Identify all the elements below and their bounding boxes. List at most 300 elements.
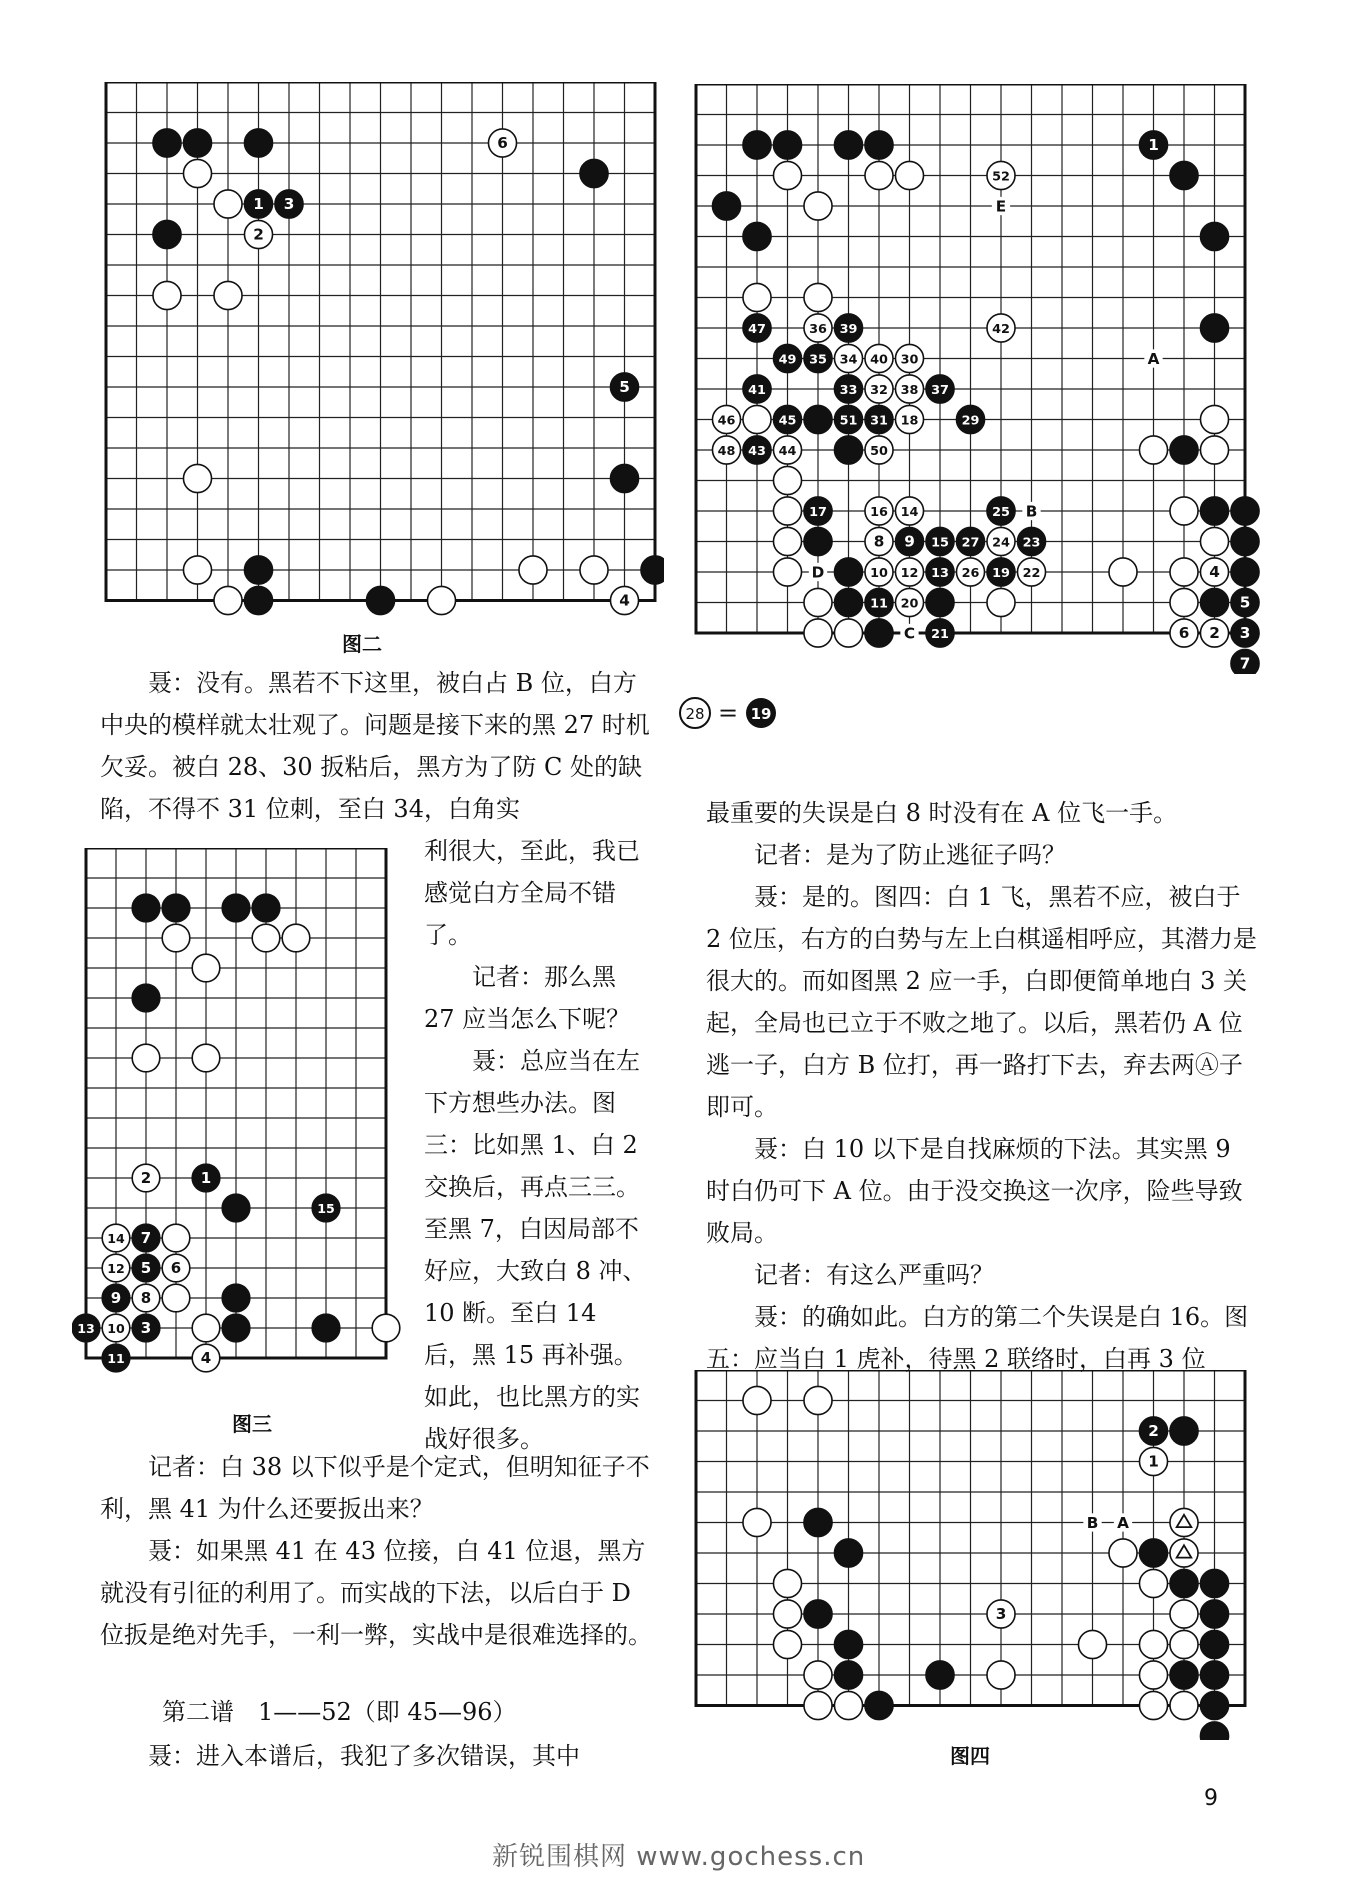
board-grid <box>106 82 655 601</box>
white-stone <box>1017 558 1045 586</box>
white-stone <box>804 314 832 342</box>
svg-text:41: 41 <box>748 382 766 398</box>
black-stone <box>244 129 272 157</box>
white-stone <box>712 405 740 433</box>
black-stone <box>804 527 832 555</box>
go-diagram-fig3 <box>72 848 412 1388</box>
black-stone <box>610 373 638 401</box>
white-stone <box>162 1254 190 1282</box>
white-stone <box>102 1224 130 1252</box>
svg-text:44: 44 <box>778 443 797 459</box>
black-stone <box>102 1284 130 1312</box>
white-stone <box>865 497 893 525</box>
white-stone <box>743 405 771 433</box>
black-stone <box>1231 527 1259 555</box>
black-stone <box>773 131 801 159</box>
black-stone <box>834 375 862 403</box>
point-label: B <box>1086 1513 1099 1532</box>
black-stone-19 <box>744 696 778 730</box>
go-diagram-record2 <box>694 84 1274 674</box>
point-label: E <box>995 197 1007 216</box>
black-stone <box>1170 436 1198 464</box>
caption-fig3: 图三 <box>232 1412 272 1436</box>
svg-text:14: 14 <box>107 1230 125 1246</box>
black-stone <box>926 558 954 586</box>
white-stone <box>804 1386 832 1414</box>
white-stone <box>282 924 310 952</box>
white-stone <box>895 375 923 403</box>
white-stone <box>987 1600 1015 1628</box>
white-stone <box>1200 436 1228 464</box>
black-stone <box>865 619 893 647</box>
black-stone <box>1017 527 1045 555</box>
white-stone <box>987 527 1015 555</box>
white-stone <box>743 1386 771 1414</box>
white-stone <box>1078 1630 1106 1658</box>
white-stone <box>372 1314 400 1342</box>
white-stone <box>865 161 893 189</box>
black-stone <box>926 375 954 403</box>
point-label: C <box>903 624 916 643</box>
svg-text:1: 1 <box>200 1168 212 1187</box>
white-stone <box>102 1314 130 1342</box>
white-stone <box>192 1044 220 1072</box>
svg-text:37: 37 <box>931 382 949 398</box>
white-stone <box>1200 527 1228 555</box>
black-stone <box>926 588 954 616</box>
white-stone <box>1170 1508 1198 1536</box>
white-stone <box>1139 1447 1167 1475</box>
black-stone <box>1170 1417 1198 1445</box>
go-diagram-fig4 <box>694 1370 1254 1740</box>
svg-text:42: 42 <box>992 321 1010 337</box>
svg-text:20: 20 <box>900 596 919 612</box>
right-para-6: 聂：的确如此。白方的第二个失误是白 16。图五：应当白 1 虎补，待黑 2 联络时，白再 3 位 <box>706 1303 1249 1373</box>
white-stone <box>804 283 832 311</box>
svg-text:45: 45 <box>778 413 797 429</box>
black-stone <box>834 1539 862 1567</box>
svg-text:15: 15 <box>317 1200 335 1216</box>
black-stone <box>1231 649 1259 674</box>
black-stone <box>834 131 862 159</box>
white-stone <box>427 586 455 614</box>
white-stone <box>132 1164 160 1192</box>
board-grid <box>86 848 386 1358</box>
svg-text:1: 1 <box>1148 135 1159 154</box>
white-stone <box>519 556 547 584</box>
right-para-4: 聂：白 10 以下是自找麻烦的下法。其实黑 9 时白仍可下 A 位。由于没交换这一次序，险些导致败局。 <box>706 1135 1243 1247</box>
svg-text:26: 26 <box>961 565 980 581</box>
white-stone <box>987 314 1015 342</box>
svg-text:4: 4 <box>1209 562 1220 581</box>
svg-text:6: 6 <box>1178 623 1190 642</box>
black-stone <box>153 129 181 157</box>
white-stone <box>743 283 771 311</box>
white-stone <box>804 619 832 647</box>
svg-text:12: 12 <box>900 565 919 581</box>
left-para-1: 聂：没有。黑若不下这里，被白占 B 位，白方中央的模样就太壮观了。问题是接下来的黑 27 时机欠妥。被白 28、30 扳粘后，黑方为了防 C 处的缺陷，不得不 31 位刺，至白 34，白角实 <box>100 669 650 823</box>
white-stone <box>865 558 893 586</box>
white-stone-28 <box>678 696 712 730</box>
svg-text:3: 3 <box>140 1318 152 1337</box>
black-stone <box>1200 1600 1228 1628</box>
point-label: D <box>811 563 825 582</box>
svg-text:39: 39 <box>839 321 858 337</box>
black-stone <box>743 131 771 159</box>
black-stone <box>132 894 160 922</box>
svg-text:46: 46 <box>717 413 736 429</box>
white-stone <box>244 220 272 248</box>
svg-text:3: 3 <box>995 1604 1007 1623</box>
board-fig4 <box>694 1370 1254 1740</box>
white-stone <box>865 527 893 555</box>
svg-text:25: 25 <box>992 504 1010 520</box>
svg-text:23: 23 <box>1022 535 1041 551</box>
black-stone <box>956 405 984 433</box>
white-stone <box>252 924 280 952</box>
svg-text:9: 9 <box>904 532 915 551</box>
white-stone <box>192 1344 220 1372</box>
svg-text:14: 14 <box>900 504 919 520</box>
white-stone <box>1170 619 1198 647</box>
section-heading: 第二谱 1——52（即 45—96） <box>162 1698 517 1726</box>
svg-text:30: 30 <box>900 352 919 368</box>
black-stone <box>1170 1569 1198 1597</box>
black-stone <box>773 344 801 372</box>
black-stone <box>834 558 862 586</box>
white-stone <box>773 466 801 494</box>
white-stone <box>183 159 211 187</box>
svg-text:34: 34 <box>839 352 858 368</box>
black-stone <box>1200 1691 1228 1719</box>
left-para-6: 聂：如果黑 41 在 43 位接，白 41 位退，黑方就没有引征的利用了。而实战的下法，以后白于 D 位扳是绝对先手，一利一弊，实战中是很难选择的。 <box>100 1537 652 1649</box>
black-stone <box>312 1314 340 1342</box>
svg-text:16: 16 <box>870 504 888 520</box>
black-stone <box>222 1314 250 1342</box>
black-stone <box>1200 588 1228 616</box>
svg-text:27: 27 <box>961 535 980 551</box>
black-stone <box>834 314 862 342</box>
white-stone <box>132 1044 160 1072</box>
white-stone <box>895 161 923 189</box>
black-stone <box>244 556 272 584</box>
svg-text:31: 31 <box>870 413 888 429</box>
svg-text:4: 4 <box>619 591 630 610</box>
svg-text:7: 7 <box>1239 654 1251 673</box>
svg-text:43: 43 <box>748 443 766 459</box>
black-stone <box>192 1164 220 1192</box>
white-stone <box>895 497 923 525</box>
white-stone <box>895 558 923 586</box>
svg-text:35: 35 <box>809 352 827 368</box>
black-stone <box>132 1254 160 1282</box>
white-stone <box>773 497 801 525</box>
svg-text:3: 3 <box>1239 623 1251 642</box>
black-stone <box>1170 161 1198 189</box>
left-para-5: 记者：白 38 以下似乎是个定式，但明知征子不利，黑 41 为什么还要扳出来？ <box>100 1453 650 1523</box>
white-stone <box>895 405 923 433</box>
white-stone <box>834 344 862 372</box>
black-stone <box>1231 588 1259 616</box>
black-stone <box>72 1314 100 1342</box>
black-stone <box>610 464 638 492</box>
footer-watermark: 新锐围棋网 www.gochess.cn <box>492 1842 866 1872</box>
svg-text:10: 10 <box>870 565 888 581</box>
white-stone <box>1200 405 1228 433</box>
black-stone <box>773 405 801 433</box>
left-para-4: 聂：总应当在左下方想些办法。图三：比如黑 1、白 2 交换后，再点三三。至黑 7，白因局部不好应，大致白 8 冲、10 断。至白 14 后，黑 15 再补强。如此，也比黑方的实战好很多。 <box>424 1047 647 1453</box>
white-stone <box>865 344 893 372</box>
black-stone <box>743 375 771 403</box>
svg-text:2: 2 <box>140 1168 152 1187</box>
svg-text:19: 19 <box>750 705 772 723</box>
white-stone <box>1109 1539 1137 1567</box>
black-stone <box>743 222 771 250</box>
white-stone <box>834 1691 862 1719</box>
white-stone <box>834 619 862 647</box>
black-stone <box>366 586 394 614</box>
left-para-7: 聂：进入本谱后，我犯了多次错误，其中 <box>148 1742 580 1770</box>
white-stone <box>162 924 190 952</box>
black-stone <box>926 527 954 555</box>
svg-text:49: 49 <box>778 352 797 368</box>
white-stone <box>987 1661 1015 1689</box>
black-stone <box>987 558 1015 586</box>
equals-sign: = <box>718 699 739 727</box>
black-stone <box>1231 497 1259 525</box>
svg-text:13: 13 <box>77 1320 95 1336</box>
black-stone <box>865 131 893 159</box>
white-stone <box>1170 588 1198 616</box>
black-stone <box>834 436 862 464</box>
black-stone <box>865 588 893 616</box>
svg-text:36: 36 <box>809 321 827 337</box>
white-stone <box>743 1508 771 1536</box>
svg-text:12: 12 <box>107 1260 125 1276</box>
svg-text:8: 8 <box>140 1288 152 1307</box>
svg-text:52: 52 <box>992 169 1010 185</box>
white-stone <box>956 558 984 586</box>
svg-text:3: 3 <box>283 194 295 213</box>
left-para-2: 利很大，至此，我已感觉白方全局不错了。 <box>424 837 640 949</box>
svg-text:11: 11 <box>870 596 888 612</box>
black-stone <box>183 129 211 157</box>
svg-text:15: 15 <box>931 535 949 551</box>
black-stone <box>275 190 303 218</box>
svg-text:5: 5 <box>1239 593 1251 612</box>
black-stone <box>834 405 862 433</box>
svg-text:13: 13 <box>931 565 949 581</box>
go-diagram-fig2 <box>104 82 664 622</box>
black-stone <box>312 1194 340 1222</box>
black-stone <box>865 405 893 433</box>
white-stone <box>580 556 608 584</box>
black-stone <box>222 1284 250 1312</box>
black-stone <box>926 619 954 647</box>
white-stone <box>804 192 832 220</box>
white-stone <box>1139 1691 1167 1719</box>
point-label: B <box>1025 502 1038 521</box>
black-stone <box>1200 1661 1228 1689</box>
svg-text:21: 21 <box>931 626 949 642</box>
black-stone <box>712 192 740 220</box>
point-label: A <box>1147 349 1160 368</box>
white-stone <box>214 190 242 218</box>
svg-text:2: 2 <box>1148 1421 1159 1440</box>
white-stone <box>214 586 242 614</box>
black-stone <box>162 894 190 922</box>
white-stone <box>1139 1661 1167 1689</box>
black-stone <box>804 497 832 525</box>
white-stone <box>162 1224 190 1252</box>
white-stone <box>162 1284 190 1312</box>
svg-text:1: 1 <box>253 194 264 213</box>
white-stone <box>1139 1630 1167 1658</box>
black-stone <box>641 556 664 584</box>
white-stone <box>1170 1600 1198 1628</box>
board-fig3 <box>72 848 412 1388</box>
black-stone <box>1200 314 1228 342</box>
black-stone <box>804 344 832 372</box>
white-stone <box>773 558 801 586</box>
black-stone <box>956 527 984 555</box>
white-stone <box>102 1254 130 1282</box>
svg-text:24: 24 <box>992 535 1010 551</box>
white-stone <box>804 1661 832 1689</box>
white-stone <box>987 161 1015 189</box>
black-stone <box>743 436 771 464</box>
board-record2 <box>694 84 1274 674</box>
black-stone <box>1200 222 1228 250</box>
white-stone <box>773 1569 801 1597</box>
black-stone <box>834 588 862 616</box>
white-stone <box>1170 1539 1198 1567</box>
black-stone <box>132 984 160 1012</box>
white-stone <box>153 281 181 309</box>
white-stone <box>1139 436 1167 464</box>
svg-text:19: 19 <box>992 565 1010 581</box>
black-stone <box>222 1194 250 1222</box>
white-stone <box>773 1600 801 1628</box>
right-para-1: 最重要的失误是白 8 时没有在 A 位飞一手。 <box>706 799 1178 827</box>
white-stone <box>804 588 832 616</box>
black-stone <box>834 1630 862 1658</box>
black-stone <box>1200 1569 1228 1597</box>
black-stone <box>132 1224 160 1252</box>
black-stone <box>580 159 608 187</box>
black-stone <box>1170 1661 1198 1689</box>
white-stone <box>214 281 242 309</box>
svg-text:22: 22 <box>1022 565 1041 581</box>
svg-text:5: 5 <box>140 1258 152 1277</box>
svg-text:10: 10 <box>107 1320 125 1336</box>
black-stone <box>1200 1722 1228 1740</box>
white-stone <box>773 436 801 464</box>
black-stone <box>987 497 1015 525</box>
white-stone <box>1170 558 1198 586</box>
black-stone <box>222 894 250 922</box>
black-stone <box>244 586 272 614</box>
white-stone <box>1170 1630 1198 1658</box>
white-stone <box>865 436 893 464</box>
svg-text:8: 8 <box>873 532 885 551</box>
white-stone <box>895 588 923 616</box>
white-stone <box>183 556 211 584</box>
white-stone <box>895 344 923 372</box>
left-para-3: 记者：那么黑 27 应当怎么下呢？ <box>424 963 631 1033</box>
caption-fig4: 图四 <box>950 1744 990 1768</box>
svg-text:51: 51 <box>839 413 858 429</box>
white-stone <box>773 161 801 189</box>
black-stone <box>102 1344 130 1372</box>
white-stone <box>192 1314 220 1342</box>
move-equivalence <box>678 696 778 730</box>
black-stone <box>1231 619 1259 647</box>
svg-text:50: 50 <box>870 443 888 459</box>
board-fig2 <box>104 82 664 622</box>
black-stone <box>743 314 771 342</box>
white-stone <box>987 588 1015 616</box>
right-para-5: 记者：有这么严重吗？ <box>754 1261 994 1289</box>
black-stone <box>865 1691 893 1719</box>
svg-text:11: 11 <box>107 1350 125 1366</box>
black-stone <box>804 405 832 433</box>
right-para-2: 记者：是为了防止逃征子吗？ <box>754 841 1066 869</box>
point-label: A <box>1117 1513 1129 1532</box>
right-para-3: 聂：是的。图四：白 1 飞，黑若不应，被白于 2 位压，右方的白势与左上白棋遥相呼应，其潜力是很大的。而如图黑 2 应一手，白即便简单地白 3 关起，全局也已立于不败之地了。以后，黑若仍 A 位逃一子，白方 B 位打，再一路打下去，弃去两Ⓐ子即可。 <box>706 883 1257 1121</box>
white-stone <box>1109 558 1137 586</box>
svg-text:1: 1 <box>1148 1452 1159 1471</box>
black-stone <box>804 1600 832 1628</box>
black-stone <box>895 527 923 555</box>
white-stone <box>1200 619 1228 647</box>
white-stone <box>712 436 740 464</box>
white-stone <box>488 129 516 157</box>
black-stone <box>926 1661 954 1689</box>
svg-text:6: 6 <box>170 1258 182 1277</box>
white-stone <box>610 586 638 614</box>
black-stone <box>1200 1630 1228 1658</box>
black-stone <box>1139 1539 1167 1567</box>
white-stone <box>773 527 801 555</box>
black-stone <box>1231 558 1259 586</box>
white-stone <box>1170 1691 1198 1719</box>
white-stone <box>1139 1569 1167 1597</box>
white-stone <box>1170 497 1198 525</box>
svg-text:18: 18 <box>900 413 919 429</box>
white-stone <box>773 1630 801 1658</box>
black-stone <box>1139 131 1167 159</box>
white-stone <box>132 1284 160 1312</box>
svg-text:2: 2 <box>1209 623 1220 642</box>
svg-text:2: 2 <box>253 225 264 244</box>
svg-text:48: 48 <box>717 443 736 459</box>
caption-fig2: 图二 <box>342 632 382 656</box>
black-stone <box>244 190 272 218</box>
white-stone <box>192 954 220 982</box>
white-stone <box>183 464 211 492</box>
black-stone <box>252 894 280 922</box>
svg-text:17: 17 <box>809 504 827 520</box>
svg-text:40: 40 <box>870 352 888 368</box>
page-number: 9 <box>1204 1786 1218 1811</box>
black-stone <box>1139 1417 1167 1445</box>
black-stone <box>804 1508 832 1536</box>
svg-text:47: 47 <box>748 321 766 337</box>
svg-text:28: 28 <box>685 705 705 723</box>
svg-text:7: 7 <box>140 1228 152 1247</box>
svg-text:29: 29 <box>961 413 980 429</box>
